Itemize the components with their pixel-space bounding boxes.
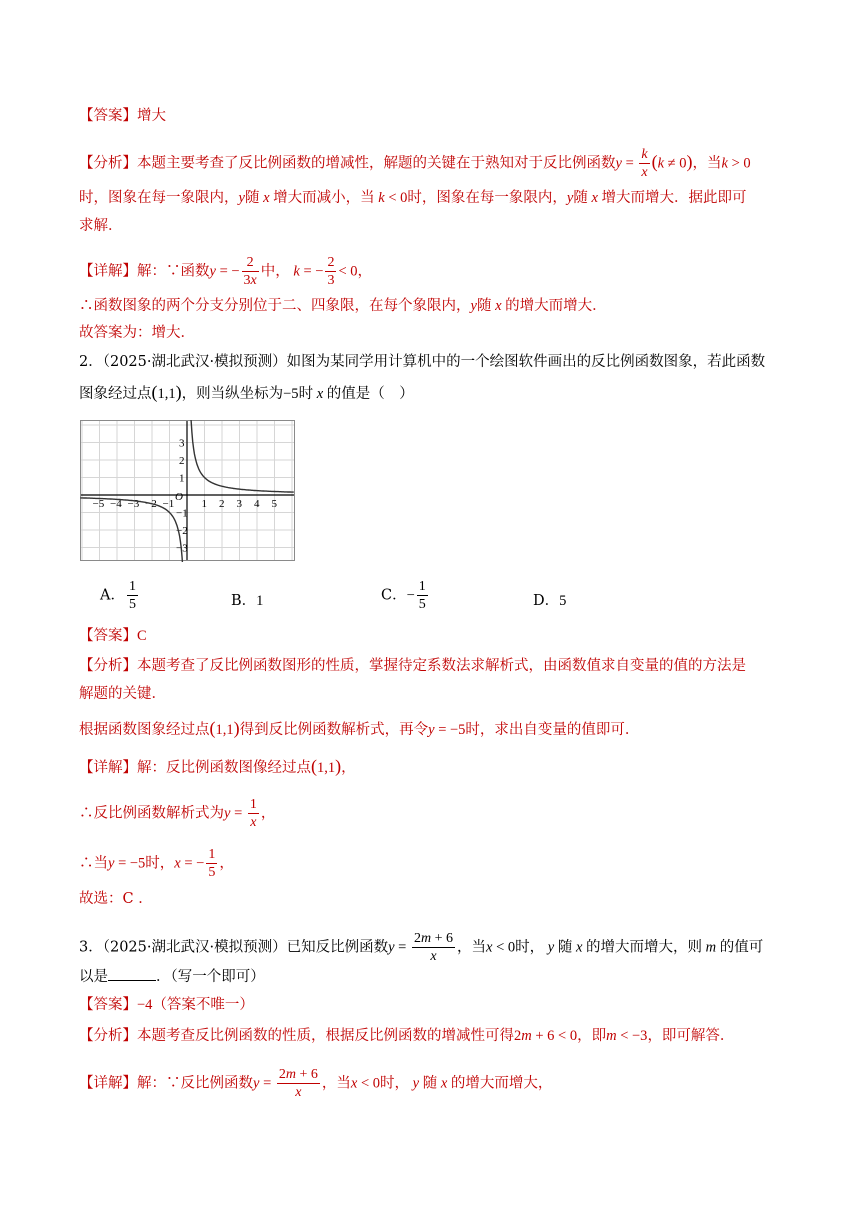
detail-1-line-1: 【详解】解：∵函数y = − $\frac{2}{3x}$ 中， k = − $\frac{2}{3}$ < 0， [79,255,372,288]
x-tick-label: −3 [127,498,140,510]
x-tick-label: −5 [92,498,105,510]
analysis-2-line-1: 【分析】本题考查了反比例函数图形的性质，掌握待定系数法求解析式，由函数值求自变量的值的方法是 [79,658,746,674]
option-d[interactable]: D．5 [533,593,567,609]
analysis-2-line-3: 根据函数图象经过点(1,1)得到反比例函数解析式，再令y = −5时，求出自变量的值即可． [79,718,640,738]
answer-text: 增大 [137,108,166,124]
x-tick-label: −1 [162,498,175,510]
y-tick-label: 1 [179,472,185,485]
x-tick-label: 4 [254,498,260,510]
x-tick-label: 2 [219,498,225,510]
detail-2-line-4: 故选：C ． [79,891,153,907]
analysis-1-line-3: 求解． [79,218,123,234]
question-3-line-2: 以是 ．（写一个即可） [79,966,265,987]
detail-1-line-2: ∴函数图象的两个分支分别位于二、四象限，在每个象限内，y随 x 的增大而增大． [79,298,607,314]
analysis-3: 【分析】本题考查反比例函数的性质，根据反比例函数的增减性可得2m + 6 < 0，即m < −3，即可解答． [79,1028,735,1044]
answer-2: 【答案】C [79,628,147,644]
x-tick-label: 3 [236,498,242,510]
answer-blank[interactable] [108,966,156,981]
question-3-line-1: 3．（2025·湖北武汉·模拟预测）已知反比例函数y = $\frac{2m + 6}{x}$ ，当x < 0时， y 随 x 的增大而增大，则 m 的值可 [79,931,764,964]
answer-3: 【答案】−4（答案不唯一） [79,997,254,1013]
question-2-line-1: 2．（2025·湖北武汉·模拟预测）如图为某同学用计算机中的一个绘图软件画出的反比例函数图象，若此函数 [79,354,766,370]
x-tick-label: 1 [201,498,207,510]
x-tick-label: 5 [271,498,277,510]
function-graph [80,420,296,562]
analysis-1-line-2: 时，图象在每一象限内，y随 x 增大而减小，当 k < 0时，图象在每一象限内，y随 x 增大而增大．据此即可 [79,190,747,206]
option-c[interactable]: C．− $\frac{1}{5}$ [381,579,426,612]
y-tick-label: −1 [176,507,188,520]
x-tick-label: −2 [145,498,157,510]
origin-label: O [175,491,183,503]
answer-label: 【答案】 [79,108,137,124]
y-tick-label: −2 [176,525,188,537]
y-tick-label: 2 [179,455,185,467]
y-tick-label: −3 [176,542,188,555]
detail-1-line-3: 故答案为：增大． [79,325,195,341]
option-b[interactable]: B．1 [231,593,264,609]
analysis-1-line-1: 【分析】本题主要考查了反比例函数的增减性，解题的关键在于熟知对于反比例函数y = $\frac{k}{x}$ (k ≠ 0)，当k > 0 [79,147,751,180]
option-a[interactable]: A． $\frac{1}{5}$ [100,579,136,612]
analysis-2-line-2: 解题的关键． [79,686,166,702]
detail-label: 【详解】 [79,263,137,280]
answer-1 [79,106,166,126]
detail-2-line-1: 【详解】解：反比例函数图像经过点(1,1)， [79,756,356,776]
detail-3: 【详解】解：∵反比例函数y = $\frac{2m + 6}{x}$ ，当x < 0时， y 随 x 的增大而增大， [79,1067,553,1100]
question-2-line-2: 图象经过点(1,1)，则当纵坐标为−5时 x 的值是（ ） [79,382,414,402]
analysis-label: 【分析】 [79,155,137,172]
x-tick-label: −4 [110,498,122,510]
detail-2-line-3: ∴当y = −5时，x = − $\frac{1}{5}$ ， [79,847,234,880]
detail-2-line-2: ∴反比例函数解析式为y = $\frac{1}{x}$ ， [79,797,276,830]
y-tick-label: 3 [179,437,185,450]
